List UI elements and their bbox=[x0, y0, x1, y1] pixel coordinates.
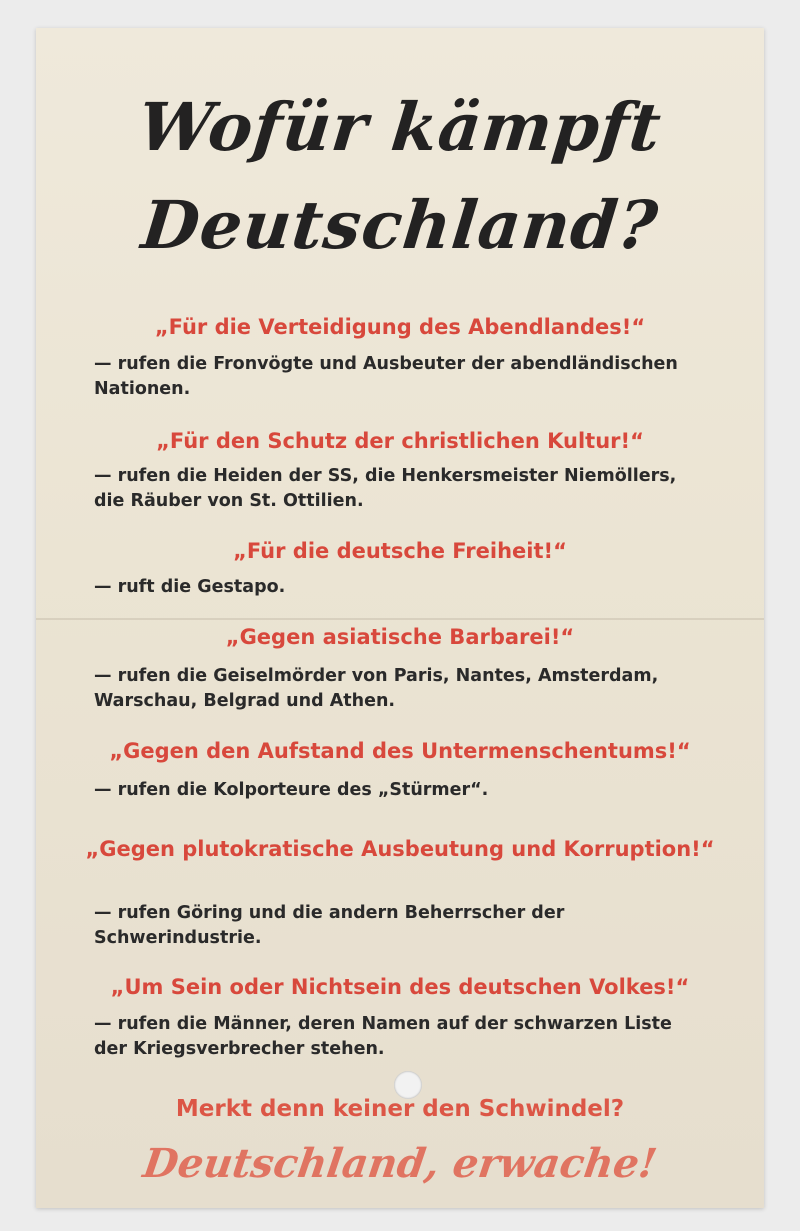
title-line-2: Deutschland? bbox=[138, 186, 662, 264]
final-slogan: Deutschland, erwache! bbox=[140, 1140, 660, 1187]
response-6: — rufen Göring und die andern Beherrscher der Schwerindustrie. bbox=[94, 903, 565, 948]
quote-6: „Gegen plutokratische Ausbeutung und Korruption!“ bbox=[85, 837, 715, 861]
quote-1: „Für die Verteidigung des Abendlandes!“ bbox=[154, 315, 646, 339]
response-3: — ruft die Gestapo. bbox=[94, 577, 286, 597]
closing-line: Merkt denn keiner den Schwindel? bbox=[175, 1096, 625, 1122]
quote-3: „Für die deutsche Freiheit!“ bbox=[233, 539, 567, 563]
punched-hole bbox=[394, 1071, 422, 1099]
quote-4: „Gegen asiatische Barbarei!“ bbox=[225, 625, 575, 649]
response-2: — rufen die Heiden der SS, die Henkersmeister Niemöllers, die Räuber von St. Ottilien. bbox=[94, 466, 677, 511]
quote-5: „Gegen den Aufstand des Untermenschentums!“ bbox=[109, 739, 691, 763]
fold-line bbox=[36, 618, 764, 620]
leaflet-page bbox=[36, 28, 764, 1208]
quote-7: „Um Sein oder Nichtsein des deutschen Volkes!“ bbox=[110, 975, 690, 999]
quote-2: „Für den Schutz der christlichen Kultur!“ bbox=[156, 429, 644, 453]
response-5: — rufen die Kolporteure des „Stürmer“. bbox=[94, 780, 489, 800]
response-4: — rufen die Geiselmörder von Paris, Nantes, Amsterdam, Warschau, Belgrad und Athen. bbox=[94, 666, 659, 711]
response-1: — rufen die Fronvögte und Ausbeuter der abendländischen Nationen. bbox=[94, 354, 678, 399]
title-line-1: Wofür kämpft bbox=[134, 88, 666, 166]
response-7: — rufen die Männer, deren Namen auf der schwarzen Liste der Kriegsverbrecher stehen. bbox=[94, 1014, 672, 1059]
